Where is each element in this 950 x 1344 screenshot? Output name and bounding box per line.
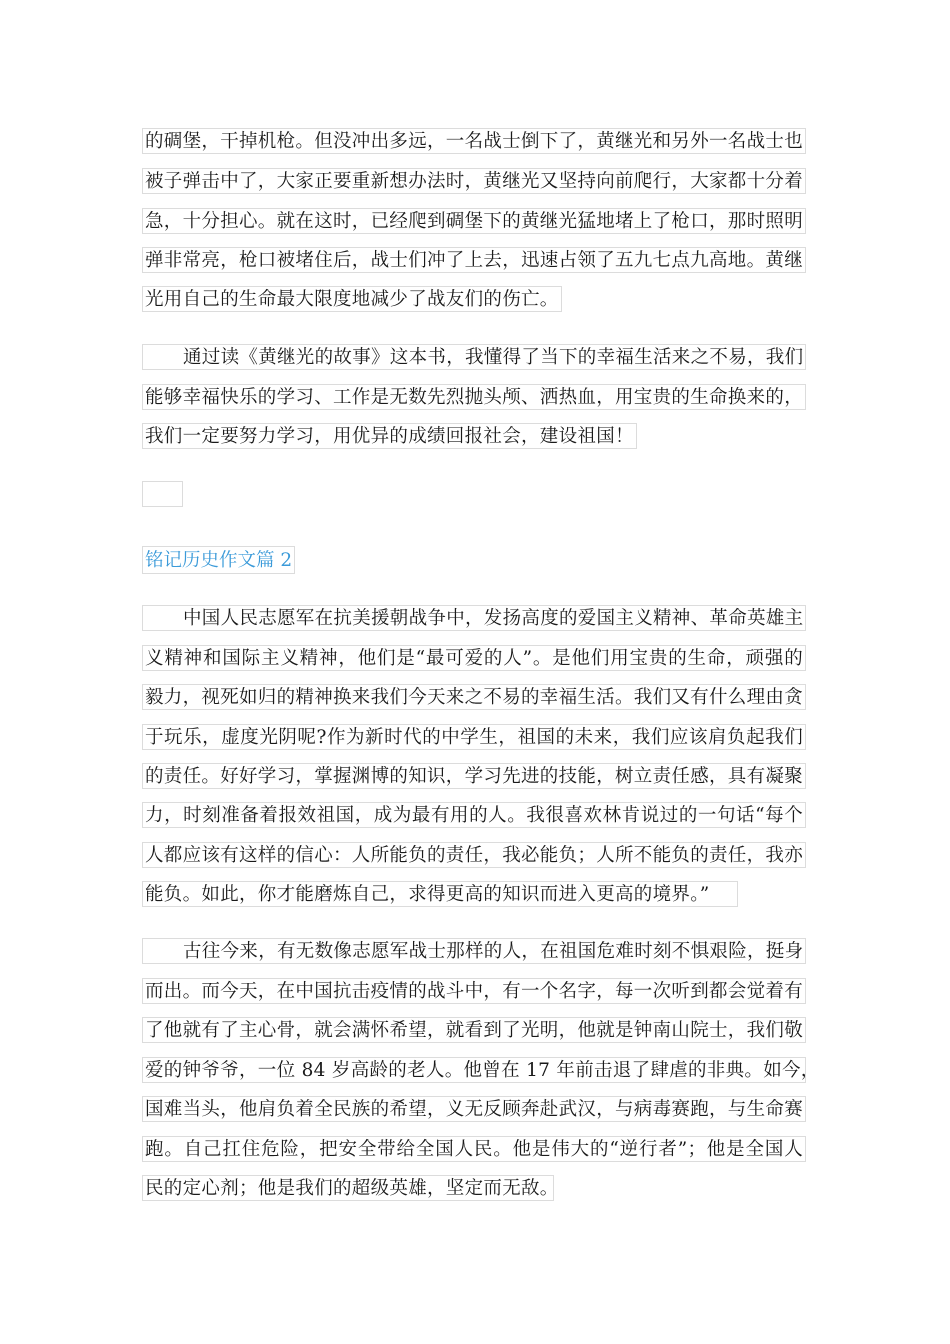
paragraph-4-line-4: 爱的钟爷爷，一位 84 岁高龄的老人。他曾在 17 年前击退了肆虐的非典。如今， <box>142 1057 806 1083</box>
paragraph-4-line-6: 跑。自己扛住危险，把安全带给全国人民。他是伟大的“逆行者”；他是全国人 <box>142 1136 806 1162</box>
paragraph-2-line-2: 能够幸福快乐的学习、工作是无数先烈抛头颅、洒热血，用宝贵的生命换来的， <box>142 384 806 410</box>
paragraph-1-line-2: 被子弹击中了，大家正要重新想办法时，黄继光又坚持向前爬行，大家都十分着 <box>142 168 806 194</box>
paragraph-3-line-3: 毅力，视死如归的精神换来我们今天来之不易的幸福生活。我们又有什么理由贪 <box>142 684 806 710</box>
paragraph-3-line-7: 人都应该有这样的信心：人所能负的责任，我必能负；人所不能负的责任，我亦 <box>142 842 806 868</box>
paragraph-4-line-1: 古往今来，有无数像志愿军战士那样的人，在祖国危难时刻不惧艰险，挺身 <box>142 938 806 964</box>
paragraph-2-line-3: 我们一定要努力学习，用优异的成绩回报社会，建设祖国！ <box>142 423 637 449</box>
paragraph-3-line-1: 中国人民志愿军在抗美援朝战争中，发扬高度的爱国主义精神、革命英雄主 <box>142 605 806 631</box>
paragraph-1-line-3: 急，十分担心。就在这时，已经爬到碉堡下的黄继光猛地堵上了枪口，那时照明 <box>142 208 806 234</box>
paragraph-4-line-5: 国难当头，他肩负着全民族的希望，义无反顾奔赴武汉，与病毒赛跑，与生命赛 <box>142 1096 806 1122</box>
paragraph-3-line-6: 力，时刻准备着报效祖国，成为最有用的人。我很喜欢林肯说过的一句话“每个 <box>142 802 806 828</box>
paragraph-3-line-8: 能负。如此，你才能磨炼自己，求得更高的知识而进入更高的境界。” <box>142 881 738 907</box>
paragraph-3-line-4: 于玩乐，虚度光阴呢?作为新时代的中学生，祖国的未来，我们应该肩负起我们 <box>142 724 806 750</box>
paragraph-4-line-3: 了他就有了主心骨，就会满怀希望，就看到了光明，他就是钟南山院士，我们敬 <box>142 1017 806 1043</box>
paragraph-2-line-1: 通过读《黄继光的故事》这本书，我懂得了当下的幸福生活来之不易，我们 <box>142 344 806 370</box>
empty-text-box <box>142 481 183 507</box>
paragraph-1-line-4: 弹非常亮，枪口被堵住后，战士们冲了上去，迅速占领了五九七点九高地。黄继 <box>142 247 806 273</box>
paragraph-3-line-5: 的责任。好好学习，掌握渊博的知识，学习先进的技能，树立责任感，具有凝聚 <box>142 763 806 789</box>
paragraph-1-line-1: 的碉堡，干掉机枪。但没冲出多远，一名战士倒下了，黄继光和另外一名战士也 <box>142 128 806 154</box>
paragraph-3-line-2: 义精神和国际主义精神，他们是“最可爱的人”。是他们用宝贵的生命，顽强的 <box>142 645 806 671</box>
paragraph-1-line-5: 光用自己的生命最大限度地减少了战友们的伤亡。 <box>142 286 562 312</box>
section-heading: 铭记历史作文篇 2 <box>142 546 295 574</box>
paragraph-4-line-2: 而出。而今天，在中国抗击疫情的战斗中，有一个名字，每一次听到都会觉着有 <box>142 978 806 1004</box>
paragraph-4-line-7: 民的定心剂；他是我们的超级英雄，坚定而无敌。 <box>142 1175 554 1201</box>
